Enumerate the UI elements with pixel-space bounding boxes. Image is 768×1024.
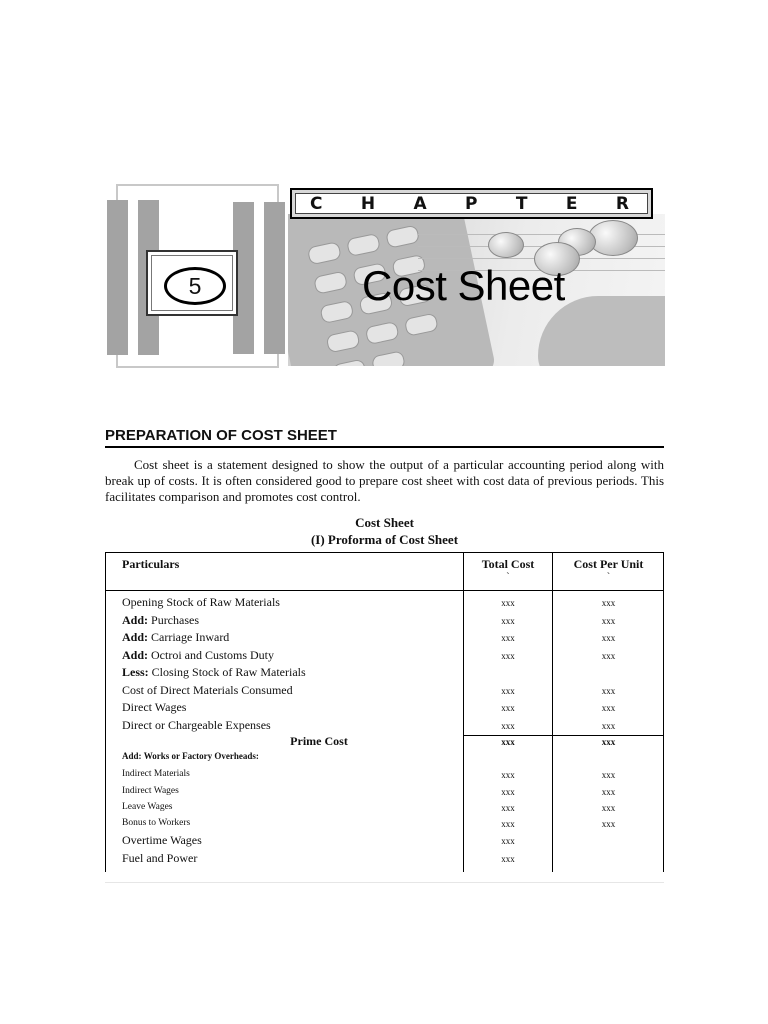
table-caption: Cost Sheet [355,515,414,530]
row-particulars [122,851,197,866]
row-total-cost: xxx [501,721,515,731]
row-label: Leave Wages [122,802,173,812]
row-cost-per-unit: xxx [601,787,616,797]
row-label: Closing Stock of Raw Materials [151,665,306,679]
row-label: Carriage Inward [151,630,230,644]
header-divider [105,590,664,591]
chapter-letter: A [413,193,427,214]
row-total-cost: xxx [501,737,515,747]
row-cost-per-unit: xxx [601,633,616,643]
chapter-title: Cost Sheet [362,262,565,309]
cost-sheet-table [105,552,664,872]
header-cost-per-unit: Cost Per Unit [573,557,644,571]
row-particulars [122,648,274,663]
row-label: Purchases [151,613,200,627]
chapter-letter: C [310,193,323,214]
row-cost-per-unit: xxx [601,721,616,731]
row-total-cost: xxx [501,651,515,661]
row-total-cost: xxx [501,854,515,864]
table-border-top [105,552,664,553]
row-total-cost: xxx [501,770,515,780]
row-label: Cost of Direct Materials Consumed [122,683,293,697]
row-particulars [122,613,199,628]
decor-bar [107,200,128,355]
row-cost-per-unit: xxx [601,737,616,747]
decor-bar [264,202,285,354]
row-prefix: Less: [122,665,149,679]
row-prefix: Add: [122,613,149,627]
chapter-letter: P [465,193,478,214]
row-particulars [122,718,271,733]
row-particulars [122,751,259,761]
row-cost-per-unit: xxx [601,651,616,661]
chapter-letter: E [565,193,578,214]
row-total-cost: xxx [501,819,515,829]
row-cost-per-unit: xxx [601,703,616,713]
table-subcaption: (I) Proforma of Cost Sheet [310,532,459,547]
row-label: Prime Cost [290,734,348,748]
prime-cost-rule [463,735,664,736]
chapter-number: 5 [164,267,226,305]
row-label: Direct Wages [122,700,187,714]
row-particulars [122,769,190,779]
heading-rule [105,446,664,448]
row-total-cost: xxx [501,686,515,696]
chapter-number-box [146,250,238,316]
row-particulars [122,818,190,828]
row-label: Bonus to Workers [122,818,191,828]
chapter-letter: H [360,193,376,214]
row-cost-per-unit: xxx [601,616,616,626]
row-total-cost: xxx [501,703,515,713]
chapter-label [295,193,648,214]
row-label: Indirect Wages [122,786,179,796]
row-total-cost: xxx [501,616,515,626]
row-particulars [122,786,179,796]
table-border-left [105,552,106,872]
row-prefix: Add: [122,751,142,761]
row-total-cost: xxx [501,836,515,846]
coin-image [488,232,524,258]
row-particulars [105,734,463,749]
row-particulars [122,802,173,812]
row-label: Works or Factory Overheads: [143,751,259,761]
row-cost-per-unit: xxx [601,770,616,780]
currency-mark: ` [506,571,510,583]
row-particulars [122,700,186,715]
page-bottom-rule [105,882,664,883]
chapter-letter: T [515,193,528,214]
row-total-cost: xxx [501,633,515,643]
row-particulars [122,595,280,610]
chapter-letter: R [615,193,629,214]
row-total-cost: xxx [501,803,515,813]
row-label: Fuel and Power [122,851,198,865]
row-label: Direct or Chargeable Expenses [122,718,271,732]
row-label: Opening Stock of Raw Materials [122,595,280,609]
section-heading: PREPARATION OF COST SHEET [105,427,337,444]
row-cost-per-unit: xxx [601,686,616,696]
row-label: Indirect Materials [122,769,190,779]
row-particulars [122,833,202,848]
row-label: Overtime Wages [122,833,202,847]
row-label: Octroi and Customs Duty [151,648,275,662]
header-particulars: Particulars [122,557,180,571]
row-prefix: Add: [122,630,149,644]
row-prefix: Add: [122,648,149,662]
header-total-cost: Total Cost [481,557,535,571]
row-total-cost: xxx [501,787,515,797]
row-cost-per-unit: xxx [601,598,616,608]
row-particulars [122,630,229,645]
row-cost-per-unit: xxx [601,819,616,829]
intro-paragraph: Cost sheet is a statement designed to show the output of a particular accounting period along with break up of costs. It is often considered good to prepare cost sheet with cost data of previous periods. This facilitates comparison and promotes cost control. [105,457,664,504]
row-total-cost: xxx [501,598,515,608]
row-cost-per-unit: xxx [601,803,616,813]
row-particulars [122,683,293,698]
row-particulars [122,665,306,680]
currency-mark: ` [606,571,611,583]
chapter-label-band [290,188,653,219]
